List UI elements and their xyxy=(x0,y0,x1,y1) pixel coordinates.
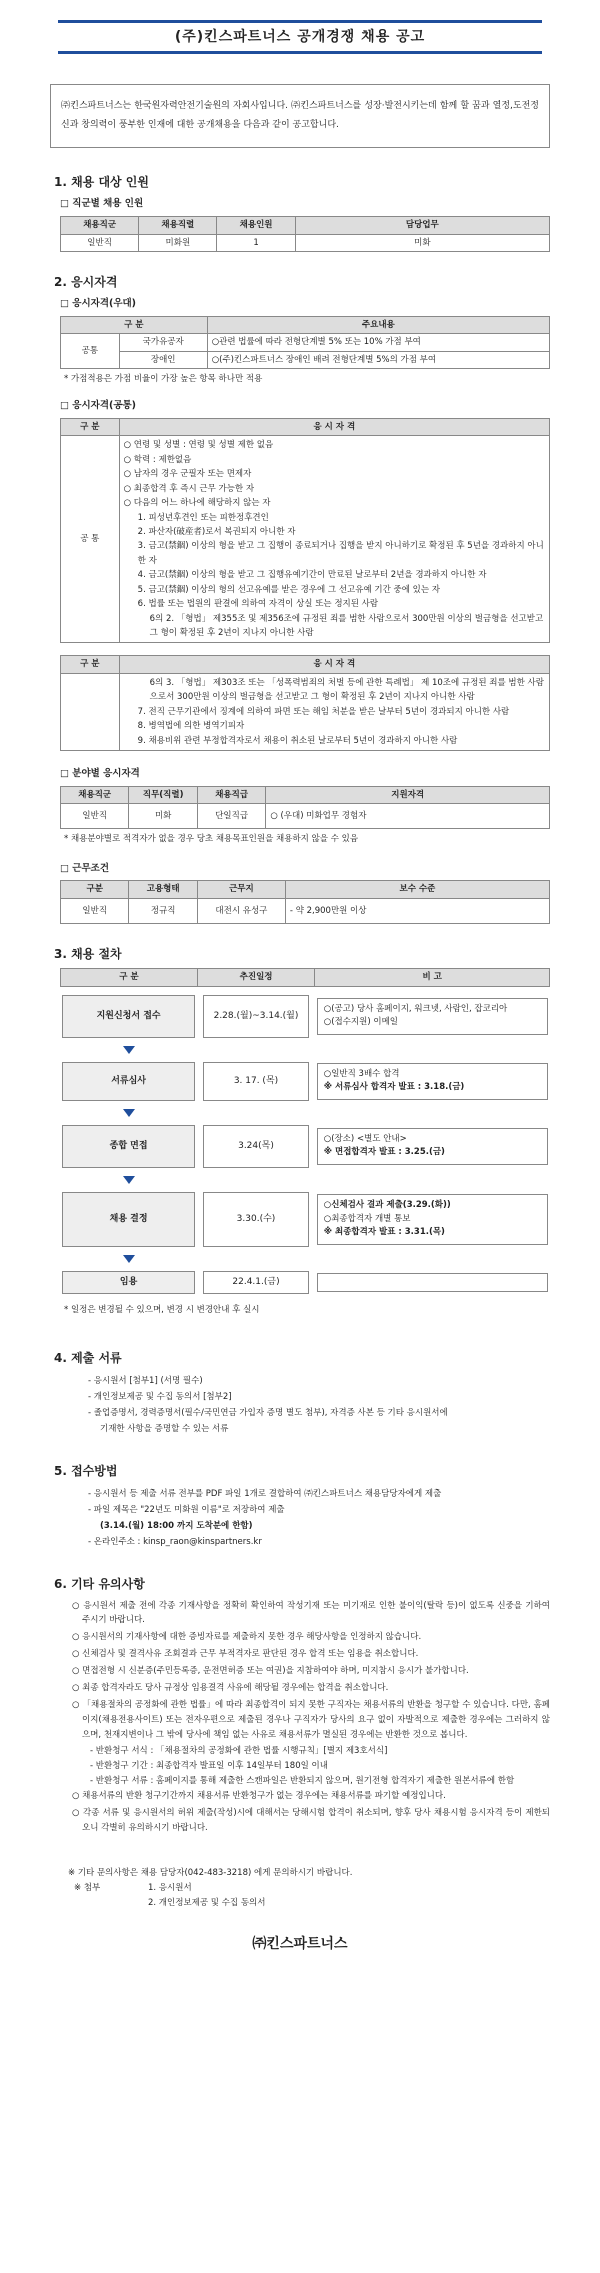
cell: ○관련 법률에 따라 전형단계별 5% 또는 10% 가점 부여 xyxy=(207,334,549,351)
list-item: 6의 2. 「형법」 제355조 및 제356조에 규정된 죄를 범한 사람으로서 300만원 이상의 벌금형을 선고받고 그 형이 확정된 후 2년이 지나지 아니한 사람 xyxy=(149,613,544,639)
note-line: ○(장소) <별도 안내> xyxy=(323,1133,407,1144)
cell: 미화 xyxy=(129,804,197,829)
section-2-sub3: □ 분야별 응시자격 xyxy=(60,767,140,779)
th-type: 구 분 xyxy=(61,656,120,673)
list-item: 1. 피성년후견인 또는 피한정후견인 xyxy=(137,512,269,523)
cell: ○(주)킨스파트너스 장애인 배려 전형단계별 5%의 가점 부여 xyxy=(207,351,549,368)
th-note: 비 고 xyxy=(315,969,550,986)
stage-box: 종합 면접 xyxy=(62,1125,195,1168)
intro-box: ㈜킨스파트너스는 한국원자력안전기술원의 자회사입니다. ㈜킨스파트너스를 성장·발전시키는데 함께 할 꿈과 열정,도전정신과 창의력이 풍부한 인재에 대한 공개채용을 다음과 같이 공고합니다. xyxy=(50,84,550,148)
list-item: ○ 각종 서류 및 응시원서의 허위 제출(작성)시에 대해서는 당해시험 합격이 취소되며, 향후 당사 채용시험 응시자격 등이 제한되오니 각별히 유의하시기 바랍니다. xyxy=(72,1807,550,1833)
note-line: ※ 최종합격자 발표 : 3.31.(목) xyxy=(323,1227,445,1238)
date-box: 2.28.(월)~3.14.(월) xyxy=(203,995,309,1038)
section-2-title: 2. 응시자격 xyxy=(54,274,118,289)
section-4-title: 4. 제출 서류 xyxy=(54,1351,122,1366)
pref-note: * 가점적용은 가점 비율이 가장 높은 항목 하나만 적용 xyxy=(64,373,263,384)
cell: - 약 2,900만원 이상 xyxy=(285,898,549,923)
list-item: 9. 채용비위 관련 부정합격자로서 채용이 취소된 날로부터 5년이 경과하지 아니한 사람 xyxy=(137,735,458,746)
list-item: ○ 신체검사 및 결격사유 조회결과 근무 부적격자로 판단된 경우 합격 또는 임용을 취소합니다. xyxy=(72,1649,419,1660)
recruit-table xyxy=(60,216,550,252)
table-row xyxy=(61,234,550,251)
cell: 단일직급 xyxy=(197,804,265,829)
cell: 일반직 xyxy=(61,804,129,829)
th-content: 주요내용 xyxy=(207,317,549,334)
list-item: ○ 최종 합격자라도 당사 규정상 임용결격 사유에 해당될 경우에는 합격을 취소합니다. xyxy=(72,1682,389,1693)
list-item: ○ 연령 및 성별 : 연령 및 성별 제한 없음 xyxy=(123,440,274,451)
th-stage: 구 분 xyxy=(61,969,198,986)
list-item: ○ 「채용절차의 공정화에 관한 법률」에 따라 최종합격이 되지 못한 구직자는 채용서류의 반환을 청구할 수 있습니다. 다만, 홈페이지(채용전용사이트) 또는 전자우편으로 제출된 경우나 구직자가 당사의 요구 없이 자발적으로 제출한 경우에는 그러하지 않으며, 천재지변이나 그 밖에 당사에 책임 없는 사유로 채용서류가 멸실된 경우에는 반환한 것으로 봅니다. xyxy=(72,1699,550,1740)
section-3-title: 3. 채용 절차 xyxy=(54,947,122,962)
table-row xyxy=(61,436,550,643)
condition-table xyxy=(60,880,550,924)
qual-list xyxy=(119,436,549,643)
th-date: 추진일정 xyxy=(197,969,314,986)
list-item: (3.14.(월) 18:00 까지 도착분에 한함) xyxy=(100,1520,253,1531)
section-5-title: 5. 접수방법 xyxy=(54,1464,118,1479)
table-row xyxy=(61,804,550,829)
list-item: - 개인정보제공 및 수집 동의서 [첨부2] xyxy=(88,1391,232,1402)
note-box xyxy=(317,1273,548,1292)
list-item: - 온라인주소 : kinsp_raon@kinspartners.kr xyxy=(88,1537,262,1548)
list-item: - 파일 제목은 "22년도 미화원 이름"로 저장하여 제출 xyxy=(88,1504,285,1515)
cell: 일반직 xyxy=(61,234,139,251)
th-salary: 보수 수준 xyxy=(285,881,549,898)
note-line: ○(접수지원) 이메일 xyxy=(323,1017,399,1028)
common-qual-table xyxy=(60,418,550,643)
submit-method-list xyxy=(40,1486,560,1551)
list-item: ○ 채용서류의 반환 청구기간까지 채용서류 반환청구가 없는 경우에는 채용서류를 파기할 예정입니다. xyxy=(72,1791,446,1802)
th-qual: 지원자격 xyxy=(266,786,550,803)
title-box xyxy=(58,20,542,54)
section-6-title: 6. 기타 유의사항 xyxy=(54,1577,145,1592)
note-line: ※ 서류심사 합격자 발표 : 3.18.(금) xyxy=(323,1082,465,1093)
cell: 장애인 xyxy=(119,351,207,368)
cell: 국가유공자 xyxy=(119,334,207,351)
documents-list xyxy=(40,1373,560,1438)
note-box xyxy=(317,1063,548,1100)
th-type: 구 분 xyxy=(61,317,208,334)
cell: 미화원 xyxy=(139,234,217,251)
note-box xyxy=(317,998,548,1035)
stage-box: 지원신청서 접수 xyxy=(62,995,195,1038)
note-line: ○(공고) 당사 홈페이지, 워크넷, 사람인, 잡코리아 xyxy=(323,1003,508,1014)
arrow-down-icon xyxy=(123,1046,135,1054)
stage-box: 채용 결정 xyxy=(62,1192,195,1247)
list-item: ○ 응시원서의 기재사항에 대한 증빙자료를 제출하지 못한 경우 해당사항을 인정하지 않습니다. xyxy=(72,1632,422,1643)
attachment-item: 2. 개인정보제공 및 수집 동의서 xyxy=(148,1898,266,1909)
list-item: 2. 파산자(破産者)로서 복권되지 아니한 자 xyxy=(137,526,296,537)
table-row xyxy=(61,898,550,923)
list-item: 5. 금고(禁錮) 이상의 형의 선고유예를 받은 경우에 그 선고유예 기간 중에 있는 자 xyxy=(137,584,440,595)
list-item: - 반환청구 서식 : 「채용절차의 공정화에 관한 법률 시행규칙」[별지 제3호서식] xyxy=(90,1746,388,1757)
list-item: ○ 다음의 어느 하나에 해당하지 않는 자 xyxy=(123,498,271,509)
cell: 정규직 xyxy=(129,898,197,923)
th-type: 구 분 xyxy=(61,419,120,436)
list-item: ○ 최종합격 후 즉시 근무 가능한 자 xyxy=(123,483,255,494)
section-1-title: 1. 채용 대상 인원 xyxy=(54,175,149,190)
note-line: ○신체검사 결과 제출(3.29.(화)) xyxy=(323,1200,451,1211)
section-2-sub1: □ 응시자격(우대) xyxy=(60,298,137,310)
cell: ○ (우대) 미화업무 경험자 xyxy=(266,804,550,829)
arrow-down-icon xyxy=(123,1176,135,1184)
cell: 일반직 xyxy=(61,898,129,923)
th-count: 채용인원 xyxy=(217,217,295,234)
arrow-down-icon xyxy=(123,1109,135,1117)
table-row xyxy=(61,334,550,351)
process-note: * 일정은 변경될 수 있으며, 변경 시 변경안내 후 실시 xyxy=(64,1305,260,1315)
list-item: - 반환청구 서류 : 홈페이지를 통해 제출한 스캔파일은 반환되지 않으며, 원기전형 합격자기 제출한 원본서류에 한함 xyxy=(90,1776,515,1787)
list-item: 6의 3. 「형법」 제303조 또는 「성폭력범죄의 처벌 등에 관한 특례법」 제 10조에 규정된 죄를 범한 사람으로서 300만원 이상의 벌금형을 선고받고 그 형이 확정된 후 2년이 지나지 아니한 사람 xyxy=(149,677,544,703)
date-box: 22.4.1.(금) xyxy=(203,1271,309,1294)
list-item: - 응시원서 등 제출 서류 전부를 PDF 파일 1개로 결합하여 ㈜킨스파트너스 채용담당자에게 제출 xyxy=(88,1488,442,1499)
th-duty: 직무(직렬) xyxy=(129,786,197,803)
note-box xyxy=(317,1128,548,1165)
section-2-sub2: □ 응시자격(공통) xyxy=(60,400,137,412)
list-item: 7. 전직 근무기관에서 징계에 의하여 파면 또는 해임 처분을 받은 날부터 5년이 경과되지 아니한 사람 xyxy=(137,706,510,717)
process-flow xyxy=(60,968,550,1296)
arrow-down-icon xyxy=(123,1255,135,1263)
qual-list xyxy=(119,673,549,750)
table-row xyxy=(61,351,550,368)
attachments xyxy=(68,1881,560,1912)
list-item: 4. 금고(禁錮) 이상의 형을 받고 그 집행유예기간이 만료된 날로부터 2년을 경과하지 아니한 자 xyxy=(137,570,487,581)
th-series: 채용직렬 xyxy=(139,217,217,234)
field-note: * 채용분야별로 적격자가 없을 경우 당초 채용목표인원을 채용하지 않을 수 있음 xyxy=(64,834,359,845)
th-type: 구분 xyxy=(61,881,129,898)
date-box: 3.24(목) xyxy=(203,1125,309,1168)
date-box: 3.30.(수) xyxy=(203,1192,309,1247)
th-employment: 고용형태 xyxy=(129,881,197,898)
attach-label: ※ 첨부 xyxy=(74,1883,101,1894)
note-line: ○일반직 3배수 합격 xyxy=(323,1068,400,1079)
company-logo-text: ㈜킨스파트너스 xyxy=(252,1935,348,1952)
list-item: ○ 남자의 경우 군필자 또는 면제자 xyxy=(123,469,252,480)
th-location: 근무지 xyxy=(197,881,285,898)
note-box xyxy=(317,1194,548,1245)
cell: 미화 xyxy=(295,234,549,251)
attachment-item: 1. 응시원서 xyxy=(148,1883,192,1894)
table-row xyxy=(61,673,550,750)
date-box: 3. 17. (목) xyxy=(203,1062,309,1101)
cell: 공통 xyxy=(61,334,120,369)
caution-list xyxy=(68,1599,550,1836)
list-item: ○ 응시원서 제출 전에 각종 기재사항을 정확히 확인하여 작성기재 또는 미기재로 인한 불이익(탈락 등)이 없도록 신중을 기하여 주시기 바랍니다. xyxy=(72,1600,550,1626)
preference-table xyxy=(60,316,550,369)
th-qual: 응 시 자 격 xyxy=(119,656,549,673)
list-item: 6. 법률 또는 법원의 판결에 의하여 자격이 상실 또는 정지된 사람 xyxy=(137,599,379,610)
th-group: 채용직군 xyxy=(61,786,129,803)
list-item: 기재한 사항을 증명할 수 있는 서류 xyxy=(100,1424,229,1435)
common-qual-table-cont xyxy=(60,655,550,751)
stage-box: 서류심사 xyxy=(62,1062,195,1101)
list-item: - 반환청구 기간 : 최종합격자 발표일 이후 14일부터 180일 이내 xyxy=(90,1761,328,1772)
cell xyxy=(61,673,120,750)
note-line: ○최종합격자 개별 통보 xyxy=(323,1213,411,1224)
note-line: ※ 면접합격자 발표 : 3.25.(금) xyxy=(323,1147,445,1158)
list-item: - 졸업증명서, 경력증명서(필수/국민연금 가입자 증명 별도 첨부), 자격증 사본 등 기타 응시원서에 xyxy=(88,1407,448,1418)
list-item: - 응시원서 [첨부1] (서명 필수) xyxy=(88,1375,203,1386)
field-qual-table xyxy=(60,786,550,830)
contact-info xyxy=(68,1866,560,1912)
list-item: 8. 병역법에 의한 병역기피자 xyxy=(137,721,245,732)
th-qual: 응 시 자 격 xyxy=(119,419,549,436)
cell: 공 통 xyxy=(61,436,120,643)
list-item: ○ 학력 : 제한없음 xyxy=(123,454,192,465)
list-item: ○ 면접전형 시 신분증(주민등록증, 운전면허증 또는 여권)을 지참하여야 하며, 미지참시 응시가 불가합니다. xyxy=(72,1666,469,1677)
cell: 1 xyxy=(217,234,295,251)
section-1-sub: □ 직군별 채용 인원 xyxy=(60,198,144,210)
contact-line: ※ 기타 문의사항은 채용 담당자(042-483-3218) 에게 문의하시기 바랍니다. xyxy=(68,1867,353,1878)
th-group: 채용직군 xyxy=(61,217,139,234)
list-item: 3. 금고(禁錮) 이상의 형을 받고 그 집행이 종료되거나 집행을 받지 아니하기로 확정된 후 5년을 경과하지 아니한 자 xyxy=(137,541,544,566)
th-duty: 담당업무 xyxy=(295,217,549,234)
page-title: (주)킨스파트너스 공개경쟁 채용 공고 xyxy=(174,29,426,45)
cell: 대전시 유성구 xyxy=(197,898,285,923)
section-2-sub4: □ 근무조건 xyxy=(60,862,109,874)
stage-box: 임용 xyxy=(62,1271,195,1294)
th-grade: 채용직급 xyxy=(197,786,265,803)
